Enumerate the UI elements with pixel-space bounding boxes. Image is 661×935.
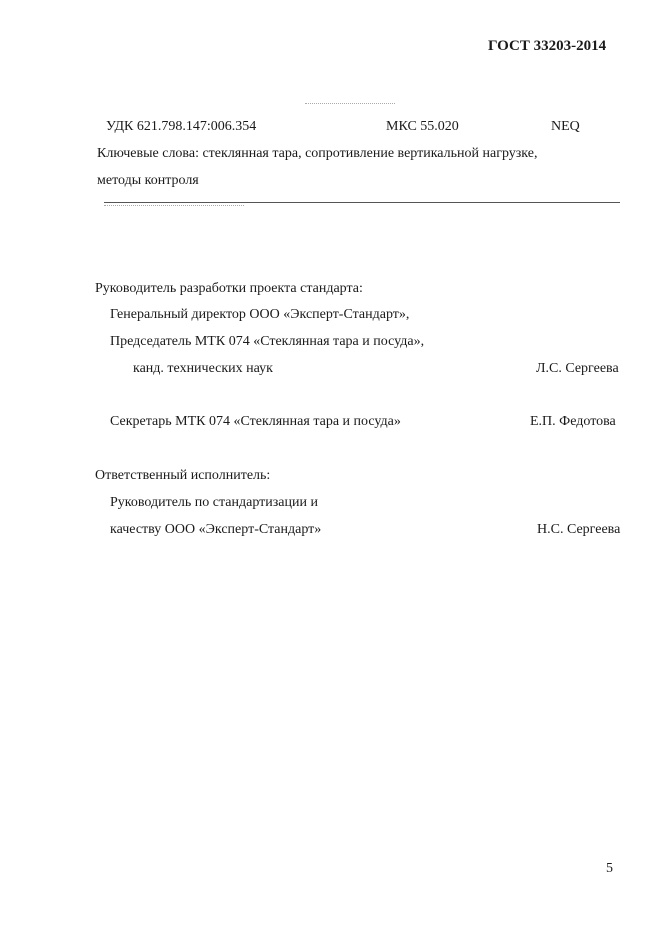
scan-artifact: [305, 103, 395, 104]
lead-position-1: Генеральный директор ООО «Эксперт-Стандарт»,: [110, 307, 410, 322]
executor-heading: Ответственный исполнитель:: [95, 468, 271, 483]
mks-code: МКС 55.020: [386, 119, 459, 134]
lead-degree: канд. технических наук: [133, 361, 273, 376]
lead-name: Л.С. Сергеева: [536, 361, 619, 376]
executor-name: Н.С. Сергеева: [537, 522, 621, 537]
scan-artifact: [104, 205, 244, 206]
keywords-line-1: Ключевые слова: стеклянная тара, сопротивление вертикальной нагрузке,: [97, 146, 538, 161]
keywords-line-2: методы контроля: [97, 173, 199, 188]
udk-code: УДК 621.798.147:006.354: [106, 119, 257, 134]
page-number: 5: [606, 861, 613, 876]
executor-position-1: Руководитель по стандартизации и: [110, 495, 318, 510]
secretary-name: Е.П. Федотова: [530, 414, 616, 429]
lead-heading: Руководитель разработки проекта стандарта:: [95, 281, 363, 296]
separator-line: [104, 202, 620, 203]
standard-number: ГОСТ 33203-2014: [488, 38, 607, 54]
lead-position-2: Председатель МТК 074 «Стеклянная тара и посуда»,: [110, 334, 425, 349]
equivalence-degree: NEQ: [551, 119, 580, 134]
executor-position-2: качеству ООО «Эксперт-Стандарт»: [110, 522, 322, 537]
secretary-role: Секретарь МТК 074 «Стеклянная тара и посуда»: [110, 414, 401, 429]
